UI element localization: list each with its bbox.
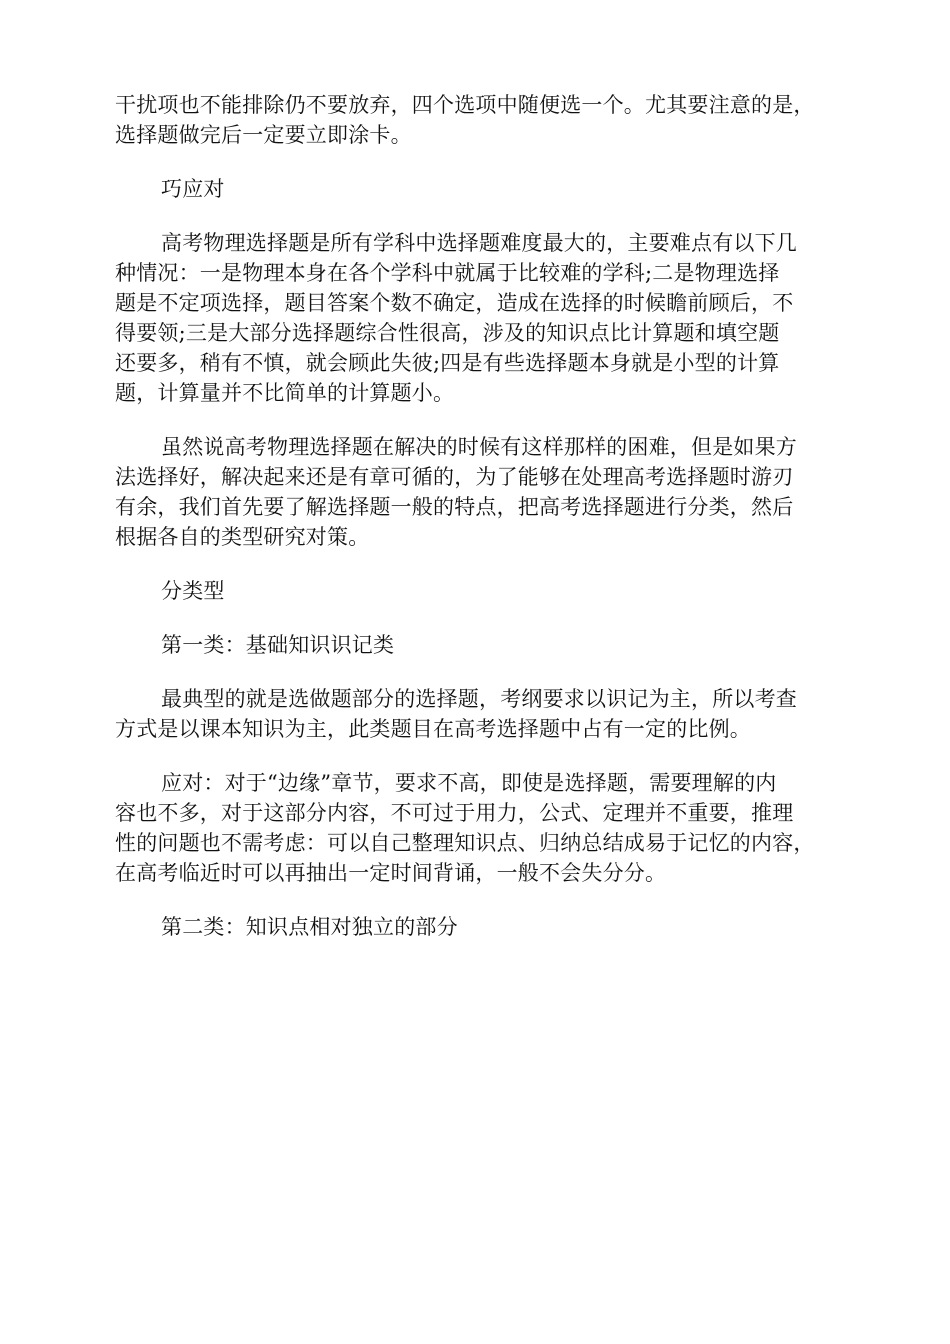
text-line: 题是不定项选择，题目答案个数不确定，造成在选择的时候瞻前顾后，不 — [115, 291, 794, 315]
paragraph-difficulty — [115, 228, 837, 408]
paragraph-category-1-strategy — [115, 768, 837, 888]
heading-text: 第一类：基础知识识记类 — [161, 633, 395, 657]
heading-text: 分类型 — [161, 579, 225, 603]
text-line: 有余，我们首先要了解选择题一般的特点，把高考选择题进行分类，然后 — [115, 495, 794, 519]
section-heading-fen-lei-xing — [115, 576, 837, 606]
heading-text: 第二类：知识点相对独立的部分 — [161, 915, 458, 939]
text-line: 还要多，稍有不慎，就会顾此失彼;四是有些选择题本身就是小型的计算 — [115, 351, 780, 375]
text-line: 种情况：一是物理本身在各个学科中就属于比较难的学科;二是物理选择 — [115, 261, 780, 285]
document-page — [115, 90, 837, 942]
text-line: 方式是以课本知识为主，此类题目在高考选择题中占有一定的比例。 — [115, 717, 751, 741]
section-heading-category-1 — [115, 630, 837, 660]
text-line: 选择题做完后一定要立即涂卡。 — [115, 123, 412, 147]
text-line: 性的问题也不需考虑：可以自己整理知识点、归纳总结成易于记忆的内容， — [115, 831, 815, 855]
section-heading-qiao-ying-dui — [115, 174, 837, 204]
text-line: 干扰项也不能排除仍不要放弃，四个选项中随便选一个。尤其要注意的是， — [115, 93, 815, 117]
section-heading-category-2 — [115, 912, 837, 942]
paragraph-approach — [115, 432, 837, 552]
text-line: 最典型的就是选做题部分的选择题，考纲要求以识记为主，所以考查 — [161, 687, 797, 711]
text-line: 题，计算量并不比简单的计算题小。 — [115, 381, 455, 405]
paragraph-category-1-description — [115, 684, 837, 744]
text-line: 在高考临近时可以再抽出一定时间背诵，一般不会失分分。 — [115, 861, 667, 885]
text-line: 容也不多，对于这部分内容，不可过于用力，公式、定理并不重要，推理 — [115, 801, 794, 825]
paragraph-continuation — [115, 90, 837, 150]
text-line: 应对：对于“边缘”章节，要求不高，即使是选择题，需要理解的内 — [161, 771, 777, 795]
text-line: 虽然说高考物理选择题在解决的时候有这样那样的困难，但是如果方 — [161, 435, 797, 459]
text-line: 高考物理选择题是所有学科中选择题难度最大的，主要难点有以下几 — [161, 231, 797, 255]
text-line: 根据各自的类型研究对策。 — [115, 525, 370, 549]
text-line: 法选择好，解决起来还是有章可循的，为了能够在处理高考选择题时游刃 — [115, 465, 794, 489]
heading-text: 巧应对 — [161, 177, 225, 201]
text-line: 得要领;三是大部分选择题综合性很高，涉及的知识点比计算题和填空题 — [115, 321, 780, 345]
